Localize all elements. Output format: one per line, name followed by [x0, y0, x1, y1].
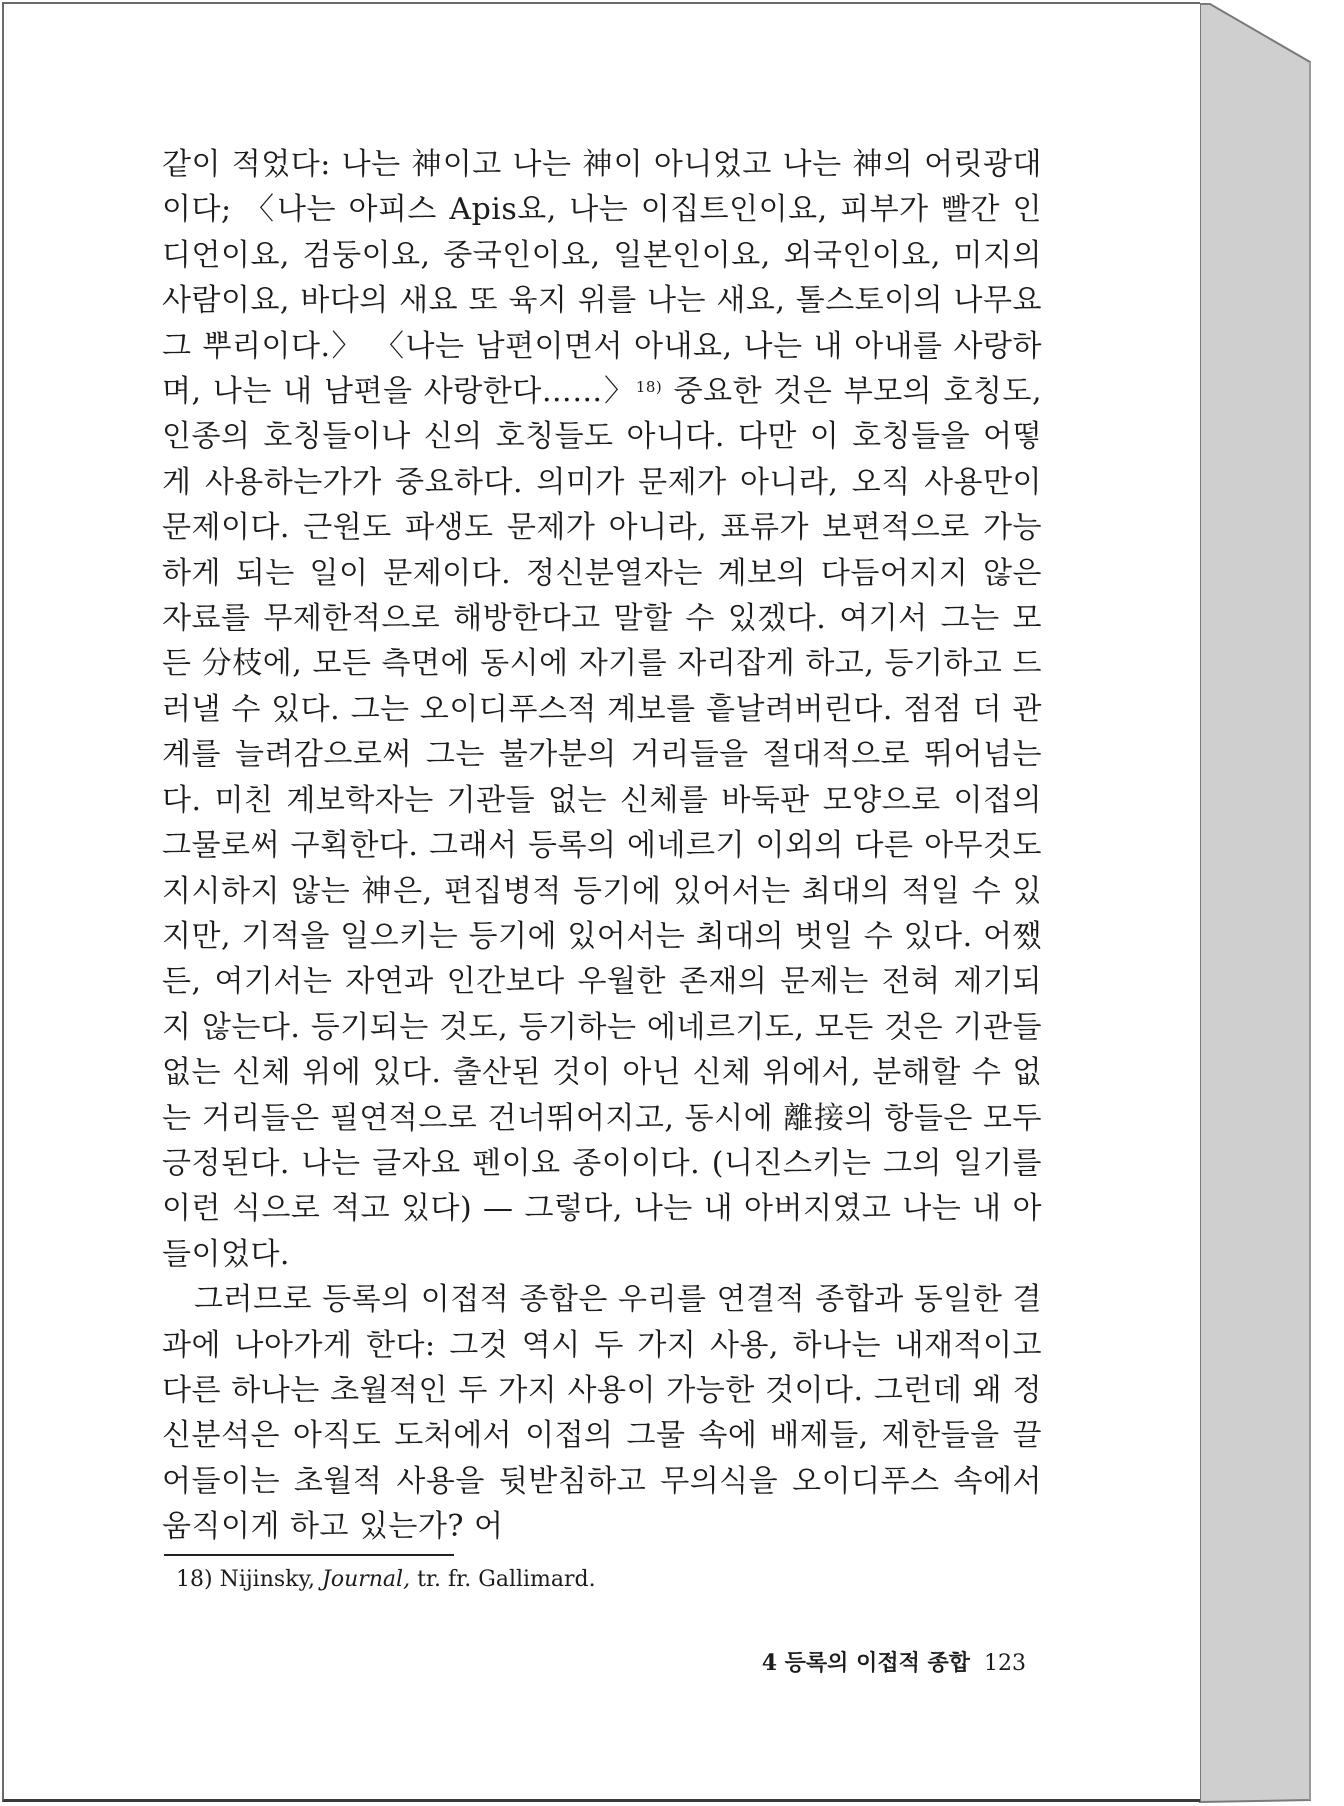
chapter-title: 4 등록의 이접적 종합 [761, 1650, 970, 1676]
paragraph-text: 같이 적었다: 나는 神이고 나는 神이 아니었고 나는 神의 어릿광대이다; 〈나는 아피스 Apis요, 나는 이집트인이요, 피부가 빨간 인디언이요, 검둥이요, 중국인이요, 일본인이요, 외국인이요, 미지의 사람이요, 바다의 새요 또 육지 위를 나는 새요, 톨스토이의 나무요 그 뿌리이다.〉 〈나는 남편이면서 아내요, 나는 내 아내를 사랑하며, 나는 내 남편을 사랑한다……〉 [162, 147, 1042, 410]
paragraph-text: 중요한 것은 부모의 호칭도, 인종의 호칭들이나 신의 호칭들도 아니다. 다만 이 호칭들을 어떻게 사용하는가가 중요하다. 의미가 문제가 아니라, 오직 사용만이 문제이다. 근원도 파생도 문제가 아니라, 표류가 보편적으로 가능하게 되는 일이 문제이다. 정신분열자는 계보의 다듬어지지 않은 자료를 무제한적으로 해방한다고 말할 수 있겠다. 여기서 그는 모든 分枝에, 모든 측면에 동시에 자기를 자리잡게 하고, 등기하고 드러낼 수 있다. 그는 오이디푸스적 계보를 흩날려버린다. 점점 더 관계를 늘려감으로써 그는 불가분의 거리들을 절대적으로 뛰어넘는다. 미친 계보학자는 기관들 없는 신체를 바둑판 모양으로 이접의 그물로써 구획한다. 그래서 등록의 에네르기 이외의 다른 아무것도 지시하지 않는 神은, 편집병적 등기에 있어서는 최대의 적일 수 있지만, 기적을 일으키는 등기에 있어서는 최대의 벗일 수 있다. 어쨌든, 여기서는 자연과 인간보다 우월한 존재의 문제는 전혀 제기되지 않는다. 등기되는 것도, 등기하는 에네르기도, 모든 것은 기관들 없는 신체 위에 있다. 출산된 것이 아닌 신체 위에서, 분해할 수 없는 거리들은 필연적으로 건너뛰어지고, 동시에 離接의 항들은 모두 긍정된다. 나는 글자요 펜이요 종이이다. (니진스키는 그의 일기를 이런 식으로 적고 있다) — 그렇다, 나는 내 아버지였고 나는 내 아들이었다. [162, 374, 1042, 1272]
footnote-publisher: tr. fr. Gallimard. [417, 1567, 596, 1592]
footnote-number: 18) [176, 1567, 213, 1592]
footnote-reference: 18) [635, 378, 663, 397]
page-number: 123 [984, 1651, 1026, 1676]
book-page [2, 2, 1200, 1802]
footnote-author: Nijinsky, [219, 1567, 316, 1592]
footnote-divider [164, 1554, 454, 1556]
footnote-work-title: Journal, [322, 1567, 411, 1592]
footnote [176, 1567, 1036, 1592]
paragraph [162, 142, 1042, 1277]
running-footer [726, 1646, 1026, 1677]
paragraph: 그러므로 등록의 이접적 종합은 우리를 연결적 종합과 동일한 결과에 나아가게 한다: 그것 역시 두 가지 사용, 하나는 내재적이고 다른 하나는 초월적인 두 가지 사용이 가능한 것이다. 그런데 왜 정신분석은 아직도 도처에서 이접의 그물 속에 배제들, 제한들을 끌어들이는 초월적 사용을 뒷받침하고 무의식을 오이디푸스 속에서 움직이게 하고 있는가? 어 [162, 1282, 1042, 1545]
main-text [162, 142, 1042, 1550]
